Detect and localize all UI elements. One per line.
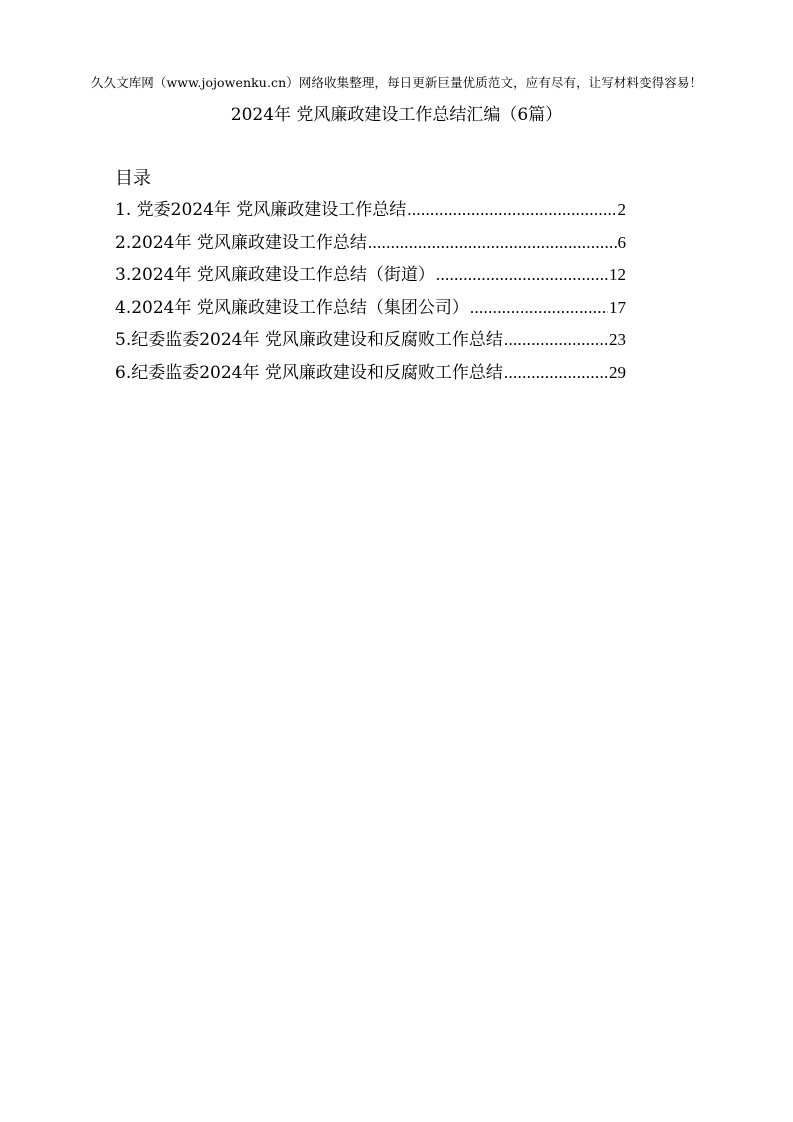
toc-page-number: 29	[609, 362, 626, 382]
toc-entry-title: 1. 党委2024年 党风廉政建设工作总结	[115, 200, 407, 220]
dot-leader	[407, 198, 616, 222]
toc-page-number: 23	[609, 330, 626, 349]
toc-entry-title: 6.纪委监委2024年 党风廉政建设和反腐败工作总结	[115, 362, 503, 383]
toc-entry-title: 2.2024年 党风廉政建设工作总结	[115, 232, 367, 253]
toc-entry-title: 4.2024年 党风廉政建设工作总结（集团公司）	[115, 297, 469, 318]
toc-page-number: 6	[617, 232, 626, 252]
toc-page-number: 12	[609, 265, 626, 284]
toc-page-number: 17	[609, 297, 626, 317]
dot-leader	[436, 263, 608, 287]
dot-leader	[504, 361, 608, 385]
toc-entry-1[interactable]	[115, 198, 626, 231]
toc-entry-6[interactable]	[115, 361, 626, 394]
toc-entry-2[interactable]	[115, 231, 626, 264]
dot-leader	[368, 231, 617, 255]
toc-entry-3[interactable]	[115, 263, 626, 296]
table-of-contents	[115, 198, 626, 393]
header-note: 久久文库网（www.jojowenku.cn）网络收集整理，每日更新巨量优质范文，应有尽有，让写材料变得容易！	[90, 75, 703, 90]
toc-heading: 目录	[115, 168, 151, 189]
toc-entry-5[interactable]	[115, 328, 626, 361]
toc-entry-title: 5.纪委监委2024年 党风廉政建设和反腐败工作总结	[115, 330, 503, 350]
dot-leader	[470, 296, 608, 320]
toc-entry-title: 3.2024年 党风廉政建设工作总结（街道）	[115, 265, 435, 285]
toc-page-number: 2	[617, 200, 626, 219]
toc-entry-4[interactable]	[115, 296, 626, 329]
document-title: 2024年 党风廉政建设工作总结汇编（6篇）	[230, 105, 563, 125]
dot-leader	[504, 328, 608, 352]
